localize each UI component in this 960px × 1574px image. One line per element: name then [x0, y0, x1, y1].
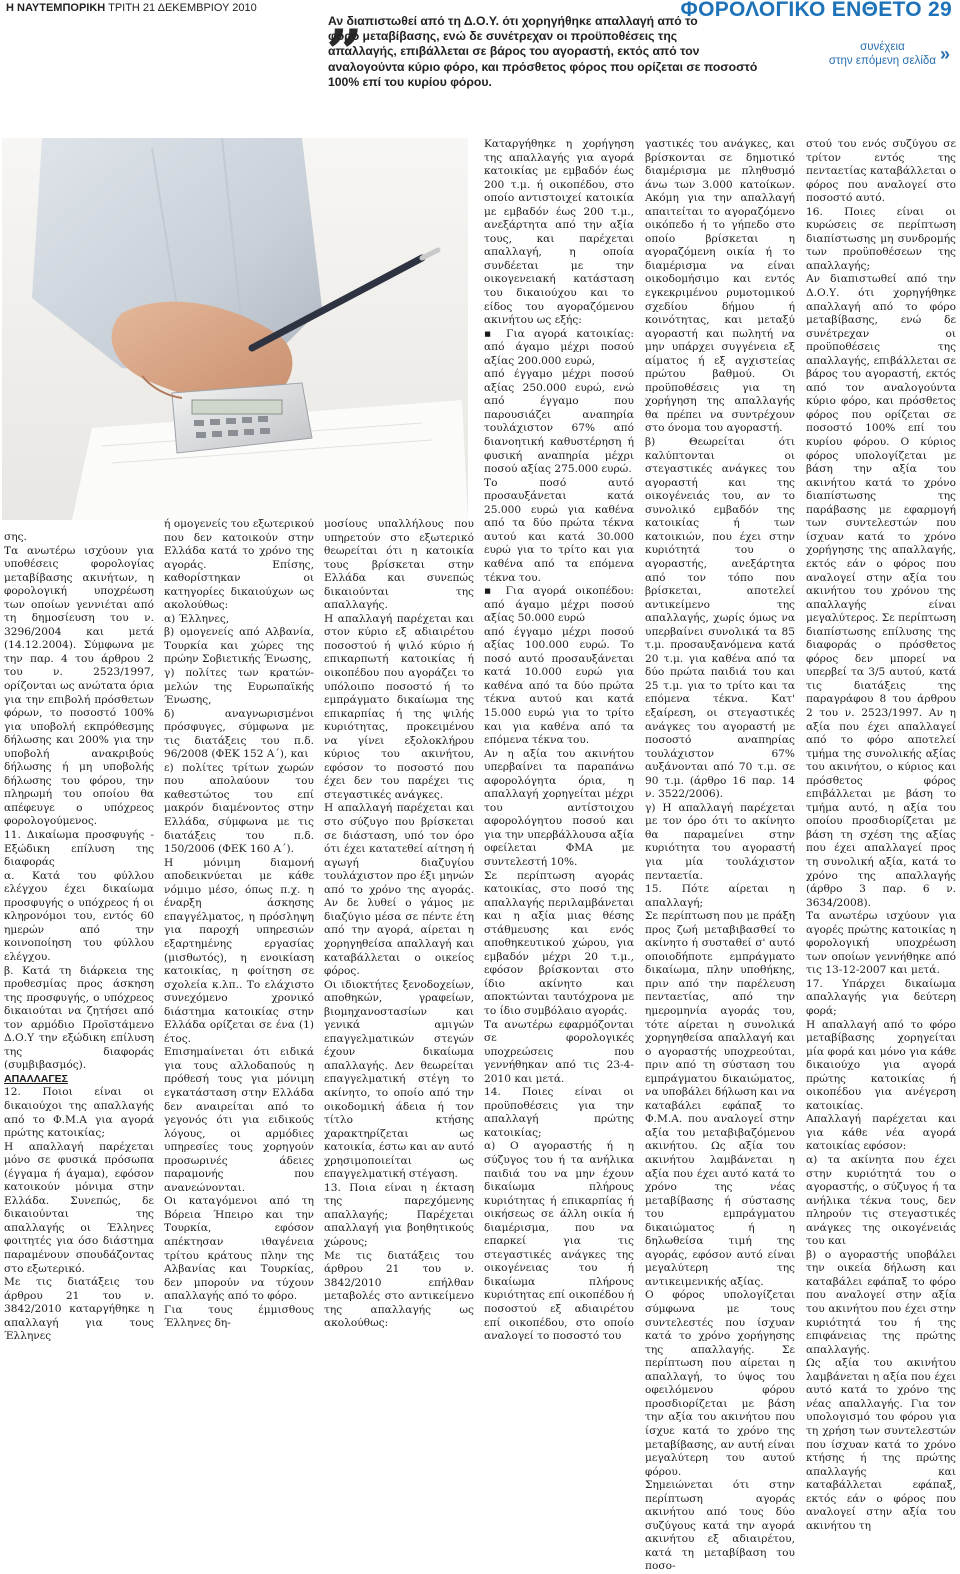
paragraph: Καταργήθηκε η χορήγηση της απαλλαγής για αγορά κατοικίας με εμβαδόν έως 200 τ.μ. ή οικοπέδου, στο οποίο αντιστοιχεί κατοικία με εμβαδόν έως 200 τ.μ., ανεξάρτητα από την αξία τους, και παρέχεται απαλλαγή, η οποία συνδέεται με την οικογενειακή κατάσταση του δικαιούχου και το είδος του αγοραζόμενου ακινήτου ως εξής: [484, 138, 634, 327]
paragraph: Τα ανωτέρω ισχύουν για αγορές πρώτης κατοικίας η φορολογική υποχρέωση των οποίων γεννήθηκε από τις 13-12-2007 και μετά. [806, 910, 956, 977]
list-item: γ) πολίτες των κρατών-μελών της Ευρωπαϊκής Ένωσης, [164, 667, 314, 707]
paragraph: β. Κατά τη διάρκεια της προθεσμίας προς άσκηση της προσφυγής, ο υπόχρεος δικαιούται να ζητήσει από τον αρμόδιο Προϊστάμενο Δ.Ο.Υ την εξώδικη επίλυση της διαφοράς (συμβιβασμός). [4, 964, 154, 1072]
article-column-6 [806, 138, 956, 1532]
list-item: α) τα ακίνητα που έχει στην κυριότητά του ο αγοραστής, ο σύζυγος ή τα ανήλικα τέκνα τους, δεν πληρούν τις στεγαστικές ανάγκες της οικογένειάς του και [806, 1154, 956, 1248]
list-item: α) Έλληνες, [164, 612, 230, 625]
article-column-2 [164, 518, 314, 1330]
paragraph: Σε περίπτωση που με πράξη προς ζωή μεταβιβασθεί το ακίνητο ή συσταθεί σ' αυτό οποιοδήποτε εμπράγματο δικαίωμα, πλην υποθήκης, πριν από την παρέλευση πενταετίας, από την ημερομηνία αγοράς του, τότε αίρεται η συνολικά χορηγηθείσα απαλλαγή και ο αγοραστής υποχρεούται, πριν από τη σύσταση του εμπράγματου δικαιώματος, να υποβάλει δήλωση και να καταβάλει εφάπαξ το Φ.Μ.Α. που αναλογεί στην αξία του μεταβιβαζόμενου ακινήτου. Ως αξία του ακινήτου λαμβάνεται η αξία που έχει αυτό κατά το χρόνο της νέας μεταβίβασης ή σύστασης του εμπράγματου δικαιώματος ή η δηλωθείσα τιμή της αγοράς, εφόσον αυτό είναι μεγαλύτερη της αντικειμενικής αξίας. [645, 910, 795, 1288]
paragraph: Η απαλλαγή παρέχεται και στον κύριο εξ αδιαιρέτου ποσοστού ή ψιλό κύριο ή επικαρπωτή κατοικίας ή οικοπέδου που αγοράζει το υπόλοιπο ποσοστό ή το εμπράγματο δικαίωμα της επικαρπίας ή της ψιλής κυριότητας, προκειμένου να γίνει εξολοκλήρου κύριος του ακινήτου, εφόσον το ποσοστό που έχει δεν του παρέχει τις στεγαστικές ανάγκες. [324, 612, 474, 801]
continue-line-2: στην επόμενη σελίδα [828, 55, 936, 67]
section-title: ΦΟΡΟΛΟΓΙΚΟ ΕΝΘΕΤΟ 29 [680, 0, 952, 21]
question-heading: 14. Ποιες είναι οι προϋποθέσεις για την απαλλαγή πρώτης κατοικίας; [484, 1086, 634, 1139]
paragraph: γαστικές του ανάγκες, και βρίσκονται σε δημοτικό διαμέρισμα με πληθυσμό άνω των 3.000 κατοίκων. Ακόμη για την απαλλαγή απαιτείται το αγοραζόμενο οικόπεδο ή το γήπεδο στο οποίο βρίσκεται η αγοραζόμενη οικία ή το διαμέρισμα να είναι οικοδομήσιμο και εντός εγκεκριμένου ρυμοτομικού σχεδίου δήμου ή κοινότητας, και μεταξύ αγοραστή και πωλητή να μην υπάρχει συγγένεια εξ αίματος ή εξ αγχιστείας πρώτου βαθμού. Οι προϋποθέσεις για τη χορήγηση της απαλλαγής θα πρέπει να συντρέχουν στο όνομα του αγοραστή. [645, 138, 795, 435]
paragraph: Η απαλλαγή από το φόρο μεταβίβασης χορηγείται μία φορά και μόνο για κάθε δικαιούχο για αγορά πρώτης κατοικίας ή οικοπέδου για ανέγερση κατοικίας. [806, 1018, 956, 1112]
article-column-5 [645, 138, 795, 1573]
question-heading: 16. Ποιες είναι οι κυρώσεις σε περίπτωση διαπίστωσης μη συνδρομής των προϋποθέσεων της απαλλαγής; [806, 205, 956, 272]
paragraph: ή ομογενείς του εξωτερικού που δεν κατοικούν στην Ελλάδα κατά το χρόνο της αγοράς. Επίσης, καθορίστηκαν οι κατηγορίες δικαιούχων ως ακολούθως: [164, 518, 314, 612]
pull-quote-line: φόρο μεταβίβασης, ενώ δε συνέτρεχαν οι προϋποθέσεις της [328, 29, 678, 44]
article-column-3 [324, 518, 474, 1330]
list-item: δ) αναγνωρισμένοι πρόσφυγες, σύμφωνα με τις διατάξεις του π.δ. 96/2008 (ΦΕΚ 152 Α΄), και [164, 707, 314, 761]
hand-pen-calculator-photo [2, 138, 468, 520]
paragraph: Το ποσό αυτό προσαυξάνεται κατά 25.000 ευρώ για καθένα από τα δύο πρώτα τέκνα αυτού και κατά 30.000 ευρώ για το τρίτο και για καθένα από τα επόμενα τέκνα του. [484, 476, 634, 584]
pull-quote-line: αναλογούντα κύριο φόρο, και πρόσθετος φόρος που ορίζεται σε ποσοστό [328, 59, 758, 74]
question-heading: 13. Ποια είναι η έκταση της παρεχόμενης απαλλαγής; Παρέχεται απαλλαγή για βοηθητικούς χώρους; [324, 1181, 474, 1248]
question-heading: 12. Ποιοι είναι οι δικαιούχοι της απαλλαγής από το Φ.Μ.Α για αγορά πρώτης κατοικίας; [4, 1086, 154, 1140]
paragraph: Η μόνιμη διαμονή αποδεικνύεται με κάθε νόμιμο μέσο, όπως π.χ. η έναρξη άσκησης επαγγέλματος, η πρόσληψη για παροχή υπηρεσιών εξαρτημένης εργασίας (μισθωτός), η ενοικίαση κατοικίας, η φοίτηση σε σχολεία κ.λπ.. Το ελάχιστο συνεχόμενο χρονικό διάστημα κατοικίας στην Ελλάδα ορίζεται σε ένα (1) έτος. [164, 856, 314, 1045]
continue-note [820, 40, 950, 68]
question-heading: 17. Υπάρχει δικαίωμα απαλλαγής για δεύτερη φορά; [806, 977, 956, 1017]
paragraph: Επισημαίνεται ότι ειδικά για τους αλλοδαπούς η πρόθεσή τους για μόνιμη εγκατάσταση στην Ελλάδα δεν αναιρείται από το γεγονός ότι για ειδικούς λόγους, οι αρμόδιες υπηρεσίες τους χορηγούν προσωρινές άδειες παραμονής που ανανεώνονται. [164, 1046, 314, 1194]
paragraph: Με τις διατάξεις του άρθρου 21 του ν. 3842/2010 καταργήθηκε η απαλλαγή για τους Έλληνες [4, 1276, 154, 1343]
paragraph: Σημειώνεται ότι στην περίπτωση αγοράς ακινήτου από τους δύο συζύγους κατά την αγορά ακινήτου εξ αδιαιρέτου, κατά τη μεταβίβαση του ποσο- [645, 1479, 795, 1573]
newspaper-name: Η ΝΑΥΤΕΜΠΟΡΙΚΗ [6, 2, 106, 14]
paragraph: Ως αξία του ακινήτου λαμβάνεται η αξία που έχει αυτό κατά το χρόνο της νέας απαλλαγής. Για τον υπολογισμό του φόρου για τη χρήση των συντελεστών που ίσχυαν κατά το χρόνο κτήσης ή της πρώτης απαλλαγής και καταβάλλεται εφάπαξ, εκτός εάν ο φόρος που αναλογεί στην αξία του ακινήτου τη [806, 1357, 956, 1532]
masthead [6, 2, 257, 14]
paragraph: Οι ιδιοκτήτες ξενοδοχείων, αποθηκών, γραφείων, βιομηχανοστασίων και γενικά αμιγών επαγγελματικών στεγών έχουν δικαίωμα απαλλαγής. Δεν θεωρείται επαγγελματική στέγη το ακίνητο, το οποίο από την οικοδομική άδεια ή τον τίτλο κτήσης χαρακτηρίζεται ως κατοικία, έστω και αν αυτό χρησιμοποιείται ως επαγγελματική στέγαση. [324, 978, 474, 1181]
paragraph: Απαλλαγή παρέχεται και για κάθε νέα αγορά κατοικίας εφόσον: [806, 1113, 956, 1153]
paragraph: Τα ανωτέρω εφαρμόζονται σε φορολογικές υποχρεώσεις που γεννήθηκαν από τις 23-4-2010 και μετά. [484, 1018, 634, 1085]
paragraph: Η απαλλαγή παρέχεται μόνο σε φυσικά πρόσωπα (έγγαμα ή άγαμα), εφόσον κατοικούν μόνιμα στην Ελλάδα. Συνεπώς, δε δικαιούνται της απαλλαγής οι Έλληνες φοιτητές για όσο διάστημα παραμένουν σπουδάζοντας στο εξωτερικό. [4, 1140, 154, 1275]
paragraph: στού του ενός συζύγου σε τρίτον εντός της πενταετίας καταβάλλεται ο φόρος που αναλογεί στο ποσοστό αυτό. [806, 138, 956, 205]
paragraph: Αν διαπιστωθεί από την Δ.Ο.Υ. ότι χορηγήθηκε απαλλαγή από το φόρο μεταβίβασης, ενώ δε συνέτρεχαν οι προϋποθέσεις της απαλλαγής, επιβάλλεται σε βάρος του αγοραστή, εκτός από τον αναλογούντα κύριο φόρο, και πρόσθετος φόρος που ορίζεται σε ποσοστό 100% επί του κυρίου φόρου. Ο κύριος φόρος υπολογίζεται με βάση την αξία του ακινήτου κατά το χρόνο διαπίστωσης της παράβασης με εφαρμογή των συντελεστών που ίσχυαν κατά το χρόνο χορήγησης της απαλλαγής, εκτός εάν ο φόρος που αναλογεί στην αξία του ακινήτου του χρόνου της απαλλαγής είναι μεγαλύτερος. Σε περίπτωση διαπίστωσης επίλυσης της διαφοράς ο πρόσθετος φόρος δεν μπορεί να υπερβεί τα 3/5 αυτού, κατά τις διατάξεις της παραγράφου 8 του άρθρου 2 του ν. 2523/1997. Αν η αξία που έχει απαλλαγεί από το φόρο αποτελεί τμήμα της συνολικής αξίας του ακινήτου, ο κύριος και πρόσθετος φόρος επιβάλλεται με βάση το τμήμα αυτό, η αξία του οποίου προσδιορίζεται με βάση τη σχέση της αξίας που έχει απαλλαγεί προς τη συνολική αξία, κατά το χρόνο της απαλλαγής (άρθρο 3 παρ. 6 ν. 3634/2008). [806, 273, 956, 909]
article-column-4 [484, 138, 634, 1343]
paragraph: Τα ανωτέρω ισχύουν για υποθέσεις φορολογίας μεταβίβασης ακινήτων, η φορολογική υποχρέωση των οποίων γεννιέται από τη δημοσίευση του ν. 3296/2004 και μετά (14.12.2004). Σύμφωνα με την παρ. 4 του άρθρου 2 του ν. 2523/1997, ορίζονται ως ανώτατα όρια για την επιβολή πρόσθετων φόρων, το ποσοστό 100% για υποβολή εκπρόθεσμης δήλωσης και 200% για την υποβολή ανακριβούς δήλωσης ή μη υποβολής δήλωσης του φόρου, την πληρωμή του οποίου θα απέφευγε ο υπόχρεος φορολογούμενος. [4, 544, 154, 828]
paragraph: από έγγαμο μέχρι ποσού αξίας 100.000 ευρώ. Το ποσό αυτό προσαυξάνεται κατά 10.000 ευρώ για καθένα από τα δύο πρώτα τέκνα αυτού και κατά 15.000 ευρώ για το τρίτο και για καθένα από τα επόμενα τέκνα του. [484, 625, 634, 747]
list-item: ε) πολίτες τρίτων χωρών που απολαύουν του καθεστώτος του επί μακρόν διαμένοντος στην Ελλάδα, σύμφωνα με τις διατάξεις του π.δ. 150/2006 (ΦΕΚ 160 Α΄). [164, 761, 314, 856]
bullet-item: ▪ Για αγορά κατοικίας: από άγαμο μέχρι ποσού αξίας 200.000 ευρώ, [484, 327, 634, 367]
pull-quote-line: 100% επί του κυρίου φόρου. [328, 74, 492, 89]
paragraph: Ο φόρος υπολογίζεται σύμφωνα με τους συντελεστές που ίσχυαν κατά το χρόνο χορήγησης της απαλλαγής. Σε περίπτωση που αίρεται η απαλλαγή, το ύψος του οφειλόμενου φόρου προσδιορίζεται με βάση την αξία του ακινήτου που ίσχυε κατά το χρόνο της μεταβίβασης, αν αυτή είναι μεγαλύτερη του αυτού φόρου. [645, 1289, 795, 1478]
paragraph: Για τους έμμισθους Έλληνες δη- [164, 1303, 314, 1330]
paragraph: α. Κατά του φύλλου ελέγχου έχει δικαίωμα προσφυγής ο υπόχρεος ή οι κληρονόμοι του, εντός 60 ημερών από την κοινοποίηση του φύλλου ελέγχου. [4, 869, 154, 963]
paragraph: γ) Η απαλλαγή παρέχεται με τον όρο ότι το ακίνητο θα παραμείνει στην κυριότητα του αγοραστή για μία τουλάχιστον πενταετία. [645, 801, 795, 882]
paragraph: Σε περίπτωση αγοράς κατοικίας, στο ποσό της απαλλαγής περιλαμβάνεται και η αξία μιας θέσης στάθμευσης και ενός αποθηκευτικού χώρου, για εμβαδόν μέχρι 20 τ.μ., εφόσον βρίσκονται στο ίδιο ακίνητο και αποκτώνται ταυτόχρονα με το ίδιο συμβόλαιο αγοράς. [484, 869, 634, 1017]
list-item: β) ο αγοραστής υποβάλει την οικεία δήλωση και καταβάλει εφάπαξ το φόρο που αναλογεί στην αξία του ακινήτου που έχει στην κυριότητά του ή της επιφάνειας της πρώτης απαλλαγής. [806, 1248, 956, 1356]
subheading-apallages: ΑΠΑΛΛΑΓΕΣ [4, 1072, 68, 1085]
pull-quote [328, 14, 788, 90]
issue-date: ΤΡΙΤΗ 21 ΔΕΚΕΜΒΡΙΟΥ 2010 [108, 2, 257, 14]
article-column-1 [4, 531, 154, 1343]
list-item: β) ομογενείς από Αλβανία, Τουρκία και χώρες της πρώην Σοβιετικής Ένωσης, [164, 626, 314, 666]
paragraph: από έγγαμο μέχρι ποσού αξίας 250.000 ευρώ, ενώ από έγγαμο που παρουσιάζει αναπηρία τουλάχιστον 67% από διανοητική καθυστέρηση ή φυσική αναπηρία μέχρι ποσού αξίας 275.000 ευρώ. [484, 368, 634, 476]
double-chevron-right-icon: » [939, 44, 950, 64]
question-heading: 15. Πότε αίρεται η απαλλαγή; [645, 883, 795, 909]
paragraph: β) Θεωρείται ότι καλύπτονται οι στεγαστικές ανάγκες του αγοραστή και της οικογένειάς του, αν το συνολικό εμβαδόν της κατοικίας ή των κατοικιών, που έχει στην κυριότητά του ο αγοραστής, ανεξάρτητα από τον τόπο που βρίσκεται, αποτελεί αντικείμενο της απαλλαγής, χωρίς όμως να υπερβαίνει συνολικά τα 85 τ.μ. προσαυξανόμενα κατά 20 τ.μ. για καθένα από τα δύο πρώτα παιδιά του και 25 τ.μ. για το τρίτο και τα επόμενα τέκνα. Κατ' εξαίρεση, οι στεγαστικές ανάγκες του αγοραστή με ποσοστό αναπηρίας τουλάχιστον 67% αυξάνονται από 70 τ.μ. σε 90 τ.μ. (άρθρο 16 παρ. 14 ν. 3522/2006). [645, 436, 795, 801]
paragraph: Με τις διατάξεις του άρθρου 21 του ν. 3842/2010 επήλθαν μεταβολές στο αντικείμενο της απαλλαγής ως ακολούθως: [324, 1249, 474, 1330]
paragraph: μοσίους υπαλλήλους που υπηρετούν στο εξωτερικό θεωρείται ότι η κατοικία τους βρίσκεται στην Ελλάδα και συνεπώς δικαιούνται της απαλλαγής. [324, 518, 474, 612]
question-heading: 11. Δικαίωμα προσφυγής - Εξώδικη επίλυση της διαφοράς [4, 829, 154, 869]
pull-quote-line: απαλλαγής, επιβάλλεται σε βάρος του αγοραστή, εκτός από τον [328, 44, 700, 59]
paragraph: Η απαλλαγή παρέχεται και στο σύζυγο που βρίσκεται σε διάσταση, υπό τον όρο ότι έχει κατατεθεί αίτηση ή αγωγή διαζυγίου τουλάχιστον προ έξι μηνών από το χρόνο της αγοράς. Αν δε λυθεί ο γάμος με διαζύγιο μέσα σε πέντε έτη από την αγορά, αίρεται η χορηγηθείσα απαλλαγή και καταβάλλεται ο οικείος φόρος. [324, 802, 474, 978]
paragraph: Αν η αξία του ακινήτου υπερβαίνει τα παραπάνω αφορολόγητα όρια, η απαλλαγή χορηγείται μέχρι του αντίστοιχου αφορολόγητου ποσού και για την υπερβάλλουσα αξία οφείλεται ΦΜΑ με συντελεστή 10%. [484, 747, 634, 868]
paragraph: α) Ο αγοραστής ή η σύζυγος του ή τα ανήλικα παιδιά του να μην έχουν δικαίωμα πλήρους κυριότητας ή επικαρπίας ή οικήσεως σε άλλη οικία ή διαμέρισμα, που να επαρκεί για τις στεγαστικές ανάγκες της οικογένειας του ή δικαίωμα πλήρους κυριότητας επί οικοπέδου ή ποσοστού εξ αδιαιρέτου επί οικοπέδου, στο οποίο αναλογεί το ποσοστό του [484, 1140, 634, 1343]
paragraph: Οι καταγόμενοι από τη Βόρεια Ήπειρο και την Τουρκία, εφόσον απέκτησαν ιθαγένεια τρίτου κράτους πλην της Αλβανίας και Τουρκίας, δεν μπορούν να τύχουν απαλλαγής από το φόρο. [164, 1195, 314, 1303]
bullet-item: ▪ Για αγορά οικοπέδου: από άγαμο μέχρι ποσού αξίας 50.000 ευρώ [484, 585, 634, 625]
paragraph: σης. [4, 531, 27, 543]
quote-mark-icon: ” [326, 16, 363, 91]
continue-line-1: συνέχεια [860, 41, 905, 53]
article-photo [2, 138, 468, 520]
pull-quote-line: Αν διαπιστωθεί από τη Δ.Ο.Υ. ότι χορηγήθηκε απαλλαγή από το [328, 14, 698, 28]
